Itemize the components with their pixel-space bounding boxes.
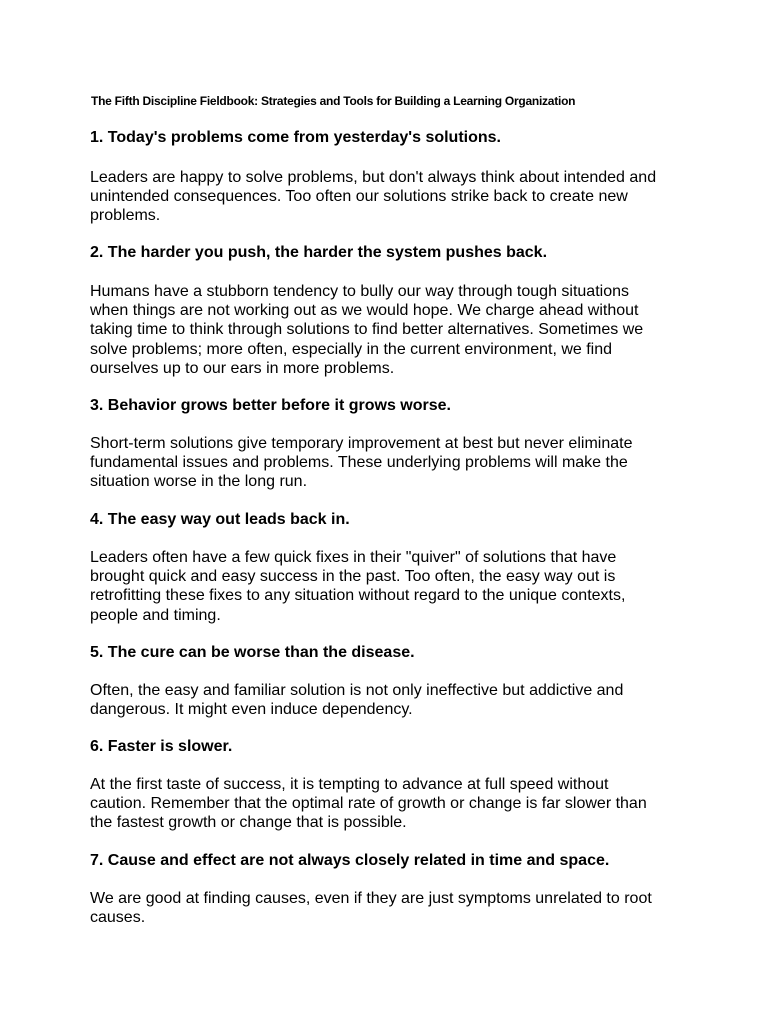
section-5-body-line: Often, the easy and familiar solution is not only ineffective but addictive and xyxy=(90,682,624,699)
section-4-heading: 4. The easy way out leads back in. xyxy=(90,511,350,528)
section-1-body-line: Leaders are happy to solve problems, but don't always think about intended and xyxy=(90,169,657,186)
section-7-body-line: We are good at finding causes, even if they are just symptoms unrelated to root xyxy=(90,890,652,907)
section-1-body-line: problems. xyxy=(90,207,161,225)
section-2-body-line: ourselves up to our ears in more problems. xyxy=(90,359,395,377)
section-4-body-line: people and timing. xyxy=(90,606,221,624)
section-2-body-line: taking time to think through solutions to find better alternatives. Sometimes we xyxy=(90,321,644,339)
section-4-body-line: retrofitting these fixes to any situation without regard to the unique contexts, xyxy=(90,587,626,605)
section-3-body-line: situation worse in the long run. xyxy=(90,473,308,491)
section-1-heading: 1. Today's problems come from yesterday's solutions. xyxy=(90,129,501,146)
section-6-body xyxy=(90,775,690,833)
section-1-body-line: unintended consequences. Too often our solutions strike back to create new xyxy=(90,188,628,206)
section-6-heading: 6. Faster is slower. xyxy=(90,738,233,755)
section-5-heading: 5. The cure can be worse than the disease. xyxy=(90,644,415,661)
section-6-body-line: caution. Remember that the optimal rate of growth or change is far slower than xyxy=(90,795,647,813)
section-7-body xyxy=(90,889,690,927)
section-2-body xyxy=(90,282,690,378)
section-2-body-line: when things are not working out as we would hope. We charge ahead without xyxy=(90,302,639,320)
section-3-heading: 3. Behavior grows better before it grows worse. xyxy=(90,397,451,414)
section-6-body-line: the fastest growth or change that is possible. xyxy=(90,814,407,832)
section-7-heading: 7. Cause and effect are not always closely related in time and space. xyxy=(90,852,610,869)
section-5-body xyxy=(90,681,690,719)
section-3-body-line: fundamental issues and problems. These underlying problems will make the xyxy=(90,454,628,472)
section-2-body-line: solve problems; more often, especially in the current environment, we find xyxy=(90,340,613,358)
section-4-body-line: Leaders often have a few quick fixes in their "quiver" of solutions that have xyxy=(90,549,617,566)
section-6-body-line: At the first taste of success, it is tempting to advance at full speed without xyxy=(90,776,609,793)
section-1-body xyxy=(90,168,690,226)
section-4-body xyxy=(90,548,690,625)
document-title: The Fifth Discipline Fieldbook: Strategies and Tools for Building a Learning Organization xyxy=(91,94,576,108)
section-2-heading: 2. The harder you push, the harder the system pushes back. xyxy=(90,244,548,261)
section-2-body-line: Humans have a stubborn tendency to bully our way through tough situations xyxy=(90,283,629,300)
section-4-body-line: brought quick and easy success in the past. Too often, the easy way out is xyxy=(90,568,616,586)
section-7-body-line: causes. xyxy=(90,909,146,927)
section-3-body xyxy=(90,434,690,492)
section-5-body-line: dangerous. It might even induce dependency. xyxy=(90,701,413,719)
section-3-body-line: Short-term solutions give temporary improvement at best but never eliminate xyxy=(90,435,633,452)
